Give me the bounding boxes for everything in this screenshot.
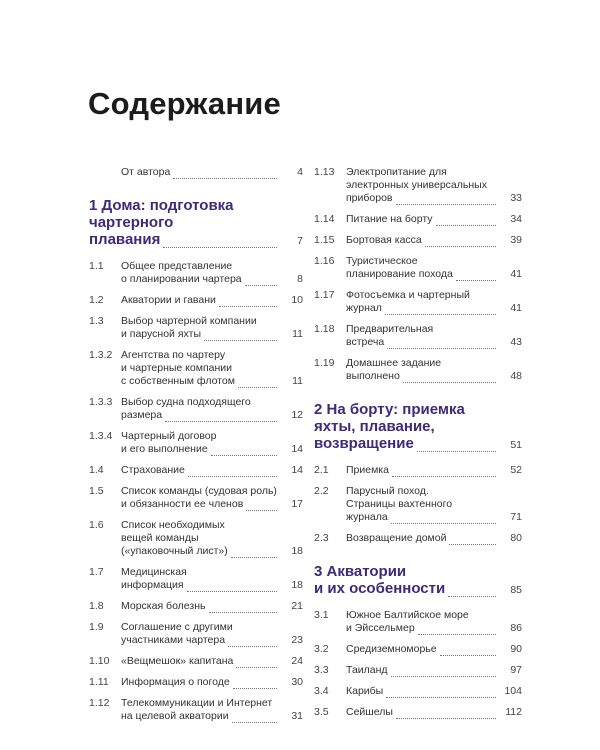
entry-page-number: 30 (291, 676, 303, 688)
toc-entry[interactable] (89, 260, 303, 286)
entry-page-number: 21 (291, 600, 303, 612)
entry-title-line: Таиланд (346, 664, 388, 676)
entry-title-line: Парусный поход. (346, 485, 429, 497)
chapter-title-text: и их особенности (314, 580, 446, 597)
section-number: 1.1 (89, 260, 104, 272)
section-number: 2.3 (314, 532, 329, 544)
section-number: 1.11 (89, 676, 109, 688)
dot-leader (456, 271, 496, 281)
entry-title-line: Южное Балтийское море (346, 609, 469, 621)
entry-title-line: Телекоммуникации и Интернет (121, 697, 273, 709)
entry-title-line: размера (121, 409, 163, 421)
entry-title-line: и парусной яхты (121, 328, 202, 340)
dot-leader (236, 658, 277, 668)
entry-page-number: 10 (291, 294, 303, 306)
page-title: Содержание (88, 86, 281, 121)
section-number: 1.9 (89, 621, 104, 633)
entry-title-line: Карибы (346, 685, 384, 697)
toc-entry[interactable] (314, 234, 522, 247)
entry-title-line: Возвращение домой (346, 532, 447, 544)
entry-title-line: Чартерный договор (121, 430, 217, 442)
entry-page-number: 14 (291, 464, 303, 476)
section-number: 1.12 (89, 697, 110, 709)
entry-title-line: От автора (121, 166, 171, 178)
section-number: 3.5 (314, 706, 329, 718)
entry-title-line: Питание на борту (346, 213, 433, 225)
chapter-title-text: плавания (89, 231, 161, 248)
dot-leader (448, 587, 496, 597)
chapter-title-line: 1 Дома: подготовка (89, 197, 234, 214)
dot-leader (188, 467, 277, 477)
entry-page-number: 48 (510, 370, 522, 382)
entry-title-line: о планировании чартера (121, 273, 242, 285)
entry-page-number: 17 (291, 498, 303, 510)
toc-entry[interactable] (89, 600, 303, 613)
entry-title-line: и Эйссельмер (346, 622, 415, 634)
chapter-page-number: 7 (297, 235, 303, 247)
toc-entry[interactable] (314, 464, 522, 477)
entry-title-line: выполнено (346, 370, 400, 382)
dot-leader (440, 646, 496, 656)
dot-leader (396, 709, 496, 719)
entry-page-number: 18 (291, 579, 303, 591)
chapter-title-line: 3 Акватории (314, 563, 407, 580)
entry-page-number: 4 (297, 166, 303, 178)
toc-entry[interactable] (314, 532, 522, 545)
section-number: 1.6 (89, 519, 104, 531)
entry-page-number: 71 (510, 511, 522, 523)
section-number: 1.8 (89, 600, 104, 612)
entry-title-line: на целевой акватории (121, 710, 229, 722)
entry-title-line: участниками чартера (121, 634, 226, 646)
chapter-title-line (89, 231, 277, 248)
toc-entry[interactable] (89, 621, 303, 647)
dot-leader (385, 305, 496, 315)
entry-title-line: и обязанности ее членов (121, 498, 244, 510)
toc-entry[interactable] (314, 166, 522, 205)
section-number: 1.4 (89, 464, 104, 476)
dot-leader (165, 412, 277, 422)
entry-title-line: Агентства по чартеру (121, 349, 226, 361)
dot-leader (392, 467, 496, 477)
dot-leader (231, 548, 277, 558)
entry-title-line: вещей команды (121, 532, 199, 544)
dot-leader (228, 637, 277, 647)
section-number: 3.1 (314, 609, 329, 621)
entry-title-line: Выбор судна подходящего (121, 396, 251, 408)
chapter-title-line: чартерного (89, 214, 174, 231)
toc-entry[interactable] (89, 315, 303, 341)
entry-title-line: Выбор чартерной компании (121, 315, 257, 327)
entry-title-line: электронных универсальных (346, 179, 487, 191)
dot-leader (211, 446, 277, 456)
entry-page-number: 23 (291, 634, 303, 646)
entry-title-line: Предварительная (346, 323, 434, 335)
entry-page-number: 41 (510, 302, 522, 314)
entry-title-line: Домашнее задание (346, 357, 442, 369)
toc-entry[interactable] (89, 655, 303, 668)
section-number: 1.18 (314, 323, 335, 335)
entry-title-line: Страницы вахтенного (346, 498, 453, 510)
entry-page-number: 14 (291, 443, 303, 455)
entry-title-line: Бортовая касса (346, 234, 422, 246)
toc-entry[interactable] (89, 676, 303, 689)
chapter-title-line (314, 435, 496, 452)
dot-leader (391, 667, 496, 677)
entry-title-line: Акватории и гавани (121, 294, 216, 306)
dot-leader (233, 679, 277, 689)
entry-title-line: с собственным флотом (121, 375, 235, 387)
entry-page-number: 11 (292, 328, 303, 340)
section-number: 1.19 (314, 357, 335, 369)
chapter-title-line (314, 580, 496, 597)
toc-entry[interactable] (314, 643, 522, 656)
toc-chapter-heading[interactable] (89, 197, 303, 248)
section-number: 3.4 (314, 685, 329, 697)
entry-title-line: «Вещмешок» капитана (121, 655, 234, 667)
entry-page-number: 34 (510, 213, 522, 225)
entry-title-line: встреча (346, 336, 385, 348)
chapter-title-line: яхты, плавание, (314, 418, 435, 435)
section-number: 1.16 (314, 255, 335, 267)
toc-entry[interactable] (89, 166, 303, 179)
entry-page-number: 43 (510, 336, 522, 348)
entry-page-number: 90 (510, 643, 522, 655)
dot-leader (238, 378, 277, 388)
entry-title-line: журнал (346, 302, 382, 314)
entry-title-line: Общее представление (121, 260, 233, 272)
dot-leader (417, 442, 496, 452)
entry-page-number: 8 (297, 273, 303, 285)
entry-page-number: 39 (510, 234, 522, 246)
entry-title-line: Список необходимых (121, 519, 225, 531)
entry-page-number: 31 (291, 710, 303, 722)
section-number: 1.3 (89, 315, 104, 327)
toc-entry[interactable] (89, 430, 303, 456)
entry-title-line: и его выполнение (121, 443, 208, 455)
toc-entry[interactable] (89, 485, 303, 511)
entry-page-number: 18 (291, 545, 303, 557)
entry-page-number: 11 (292, 375, 303, 387)
entry-title-line: («упаковочный лист») (121, 545, 228, 557)
toc-entry[interactable] (314, 357, 522, 383)
section-number: 1.7 (89, 566, 104, 578)
dot-leader (246, 501, 277, 511)
toc-entry[interactable] (89, 697, 303, 723)
entry-title-line: информация (121, 579, 184, 591)
section-number: 1.17 (314, 289, 335, 301)
entry-title-line: журнала (346, 511, 388, 523)
toc-entry[interactable] (314, 289, 522, 315)
entry-title-line: Средиземноморье (346, 643, 437, 655)
dot-leader (425, 237, 496, 247)
entry-title-line: Медицинская (121, 566, 187, 578)
dot-leader (386, 688, 496, 698)
entry-page-number: 52 (510, 464, 522, 476)
dot-leader (245, 276, 277, 286)
dot-leader (209, 603, 277, 613)
dot-leader (204, 331, 277, 341)
section-number (89, 166, 121, 179)
entry-page-number: 80 (510, 532, 522, 544)
dot-leader (219, 297, 277, 307)
entry-page-number: 112 (505, 706, 522, 718)
toc-entry[interactable] (314, 213, 522, 226)
section-number: 1.13 (314, 166, 335, 178)
entry-page-number: 97 (510, 664, 522, 676)
section-number: 1.10 (89, 655, 110, 667)
section-number: 1.15 (314, 234, 335, 246)
dot-leader (173, 169, 277, 179)
chapter-page-number: 85 (510, 584, 522, 596)
section-number: 1.5 (89, 485, 104, 497)
toc-entry[interactable] (314, 323, 522, 349)
entry-title-line: приборов (346, 192, 393, 204)
toc-chapter-heading[interactable] (314, 401, 522, 452)
chapter-title-text: возвращение (314, 435, 414, 452)
entry-title-line: Фотосъемка и чартерный (346, 289, 470, 301)
dot-leader (387, 339, 496, 349)
section-number: 1.3.3 (89, 396, 113, 408)
dot-leader (232, 713, 277, 723)
dot-leader (187, 582, 277, 592)
dot-leader (396, 195, 496, 205)
toc-left-column (89, 166, 303, 731)
toc-entry[interactable] (314, 485, 522, 524)
toc-right-column (314, 166, 522, 727)
entry-title-line: Соглашение с другими (121, 621, 233, 633)
entry-page-number: 24 (291, 655, 303, 667)
toc-entry[interactable] (314, 685, 522, 698)
entry-page-number: 104 (504, 685, 522, 697)
chapter-title-line: 2 На борту: приемка (314, 401, 465, 418)
entry-page-number: 12 (291, 409, 303, 421)
entry-page-number: 86 (510, 622, 522, 634)
section-number: 2.2 (314, 485, 329, 497)
toc-chapter-heading[interactable] (314, 563, 522, 597)
toc-entry[interactable] (89, 349, 303, 388)
entry-page-number: 41 (510, 268, 522, 280)
section-number: 3.3 (314, 664, 329, 676)
section-number: 1.3.4 (89, 430, 113, 442)
dot-leader (436, 216, 496, 226)
section-number: 1.2 (89, 294, 104, 306)
dot-leader (418, 625, 496, 635)
toc-entry[interactable] (89, 294, 303, 307)
entry-page-number: 33 (510, 192, 522, 204)
entry-title-line: Электропитание для (346, 166, 447, 178)
dot-leader (391, 514, 496, 524)
toc-entry[interactable] (89, 396, 303, 422)
entry-title-line: Список команды (судовая роль) (121, 485, 277, 497)
entry-title-line: Страхование (121, 464, 185, 476)
toc-entry[interactable] (89, 519, 303, 558)
toc-entry[interactable] (89, 464, 303, 477)
section-number: 1.3.2 (89, 349, 113, 361)
section-number: 3.2 (314, 643, 329, 655)
entry-title-line: и чартерные компании (121, 362, 232, 374)
entry-title-line: Сейшелы (346, 706, 393, 718)
toc-entry[interactable] (314, 706, 522, 719)
toc-entry[interactable] (89, 566, 303, 592)
section-number: 1.14 (314, 213, 335, 225)
section-number: 2.1 (314, 464, 329, 476)
dot-leader (403, 373, 496, 383)
dot-leader (163, 238, 277, 248)
entry-title-line: планирование похода (346, 268, 453, 280)
entry-title-line: Морская болезнь (121, 600, 206, 612)
entry-title-line: Туристическое (346, 255, 418, 267)
chapter-page-number: 51 (510, 439, 522, 451)
entry-title-line: Информация о погоде (121, 676, 230, 688)
dot-leader (449, 535, 496, 545)
entry-title-line: Приемка (346, 464, 389, 476)
toc-entry[interactable] (314, 255, 522, 281)
toc-entry[interactable] (314, 609, 522, 635)
toc-entry[interactable] (314, 664, 522, 677)
